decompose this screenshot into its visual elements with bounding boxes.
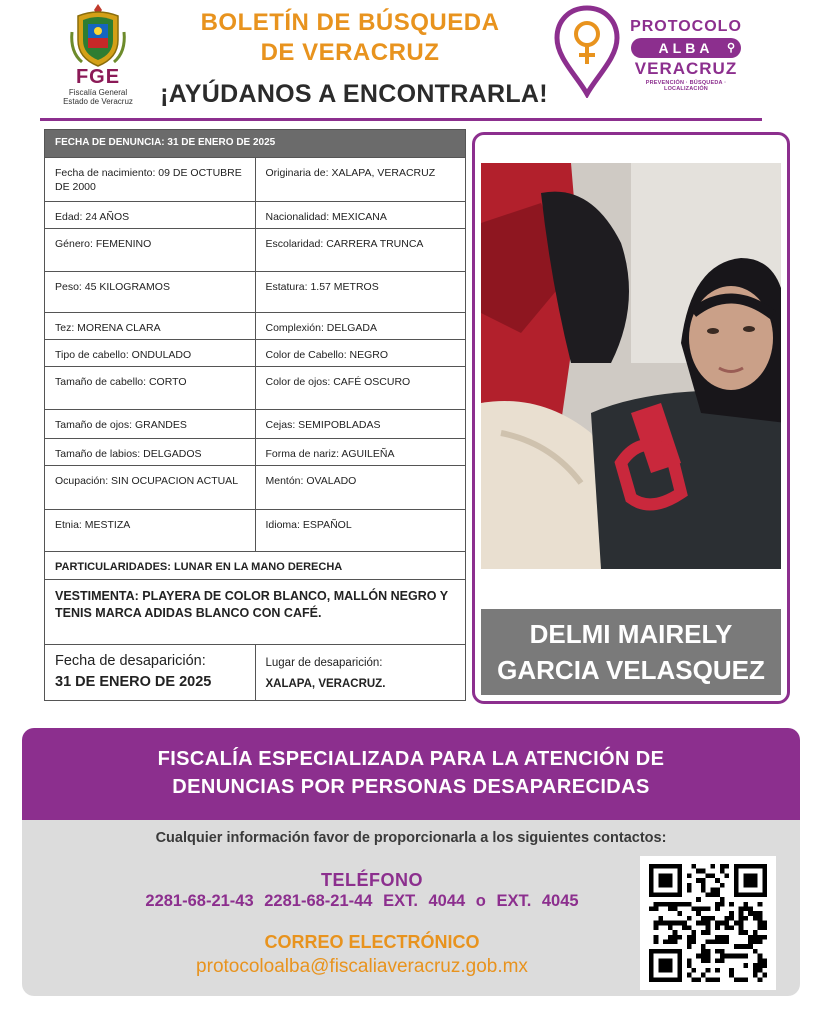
veracruz-seal-logo [68, 2, 128, 68]
particularities-row: PARTICULARIDADES: LUNAR EN LA MANO DERECHA [45, 551, 465, 579]
bulletin-subtitle: ¡AYÚDANOS A ENCONTRARLA! [160, 80, 548, 108]
fge-logo-text: FGE [75, 66, 121, 88]
person-data-table [44, 129, 466, 701]
agency-banner: FISCALÍA ESPECIALIZADA PARA LA ATENCIÓN DE DENUNCIAS POR PERSONAS DESAPARECIDAS [22, 728, 800, 820]
table-row: Tamaño de cabello: CORTO Color de ojos: CAFÉ OSCURO [45, 366, 465, 409]
header-divider [40, 118, 762, 121]
fge-org-name: Fiscalía General Estado de Veracruz [63, 88, 133, 106]
table-row: Tamaño de ojos: GRANDES Cejas: SEMIPOBLADAS [45, 409, 465, 438]
table-row: Etnia: MESTIZA Idioma: ESPAÑOL [45, 509, 465, 551]
photo-frame [472, 132, 790, 704]
email-address: protocoloalba@fiscaliaveracruz.gob.mx [196, 956, 528, 977]
contact-panel [22, 820, 800, 996]
alba-pill: ALBA ⚲ [631, 38, 741, 58]
disappearance-place: Lugar de desaparición: XALAPA, VERACRUZ. [255, 645, 466, 700]
table-row: Tipo de cabello: ONDULADO Color de Cabello: NEGRO [45, 339, 465, 366]
location-pin-female-icon [553, 4, 621, 98]
contact-intro: Cualquier información favor de proporcionarla a los siguientes contactos: [155, 830, 667, 846]
clothing-row: VESTIMENTA: PLAYERA DE COLOR BLANCO, MALLÓN NEGRO Y TENIS MARCA ADIDAS BLANCO CON CAFÉ. [45, 579, 465, 644]
person-name: DELMI MAIRELY GARCIA VELASQUEZ [481, 609, 781, 695]
phone-numbers: 2281-68-21-43 2281-68-21-44 EXT. 4044 o EXT. 4045 [145, 892, 579, 910]
table-row: Peso: 45 KILOGRAMOS Estatura: 1.57 METROS [45, 271, 465, 312]
disappearance-date: Fecha de desaparición: 31 DE ENERO DE 2025 [55, 653, 212, 690]
table-header-row [45, 130, 465, 157]
table-row: Ocupación: SIN OCUPACION ACTUAL Mentón: OVALADO [45, 465, 465, 509]
table-row: Tamaño de labios: DELGADOS Forma de nariz: AGUILEÑA [45, 438, 465, 465]
email-label: CORREO ELECTRÓNICO [264, 932, 480, 952]
bulletin-title: BOLETÍN DE BÚSQUEDA DE VERACRUZ [200, 9, 500, 66]
table-row: Edad: 24 AÑOS Nacionalidad: MEXICANA [45, 201, 465, 228]
table-row: Tez: MORENA CLARA Complexión: DELGADA [45, 312, 465, 339]
missing-person-photo [481, 163, 781, 569]
table-row: Género: FEMENINO Escolaridad: CARRERA TRUNCA [45, 228, 465, 271]
phone-label: TELÉFONO [321, 870, 423, 890]
report-date: FECHA DE DENUNCIA: 31 DE ENERO DE 2025 [55, 137, 276, 148]
disappearance-row [45, 644, 465, 700]
table-row: Fecha de nacimiento: 09 DE OCTUBRE DE 2000 Originaria de: XALAPA, VERACRUZ [45, 157, 465, 201]
qr-code-icon [648, 864, 768, 982]
magnifier-icon: ⚲ [726, 42, 735, 54]
qr-code [640, 856, 776, 990]
protocolo-alba-logo: PROTOCOLO ALBA ⚲ VERACRUZ PREVENCIÓN · BÚSQUEDA · LOCALIZACIÓN [630, 18, 742, 92]
